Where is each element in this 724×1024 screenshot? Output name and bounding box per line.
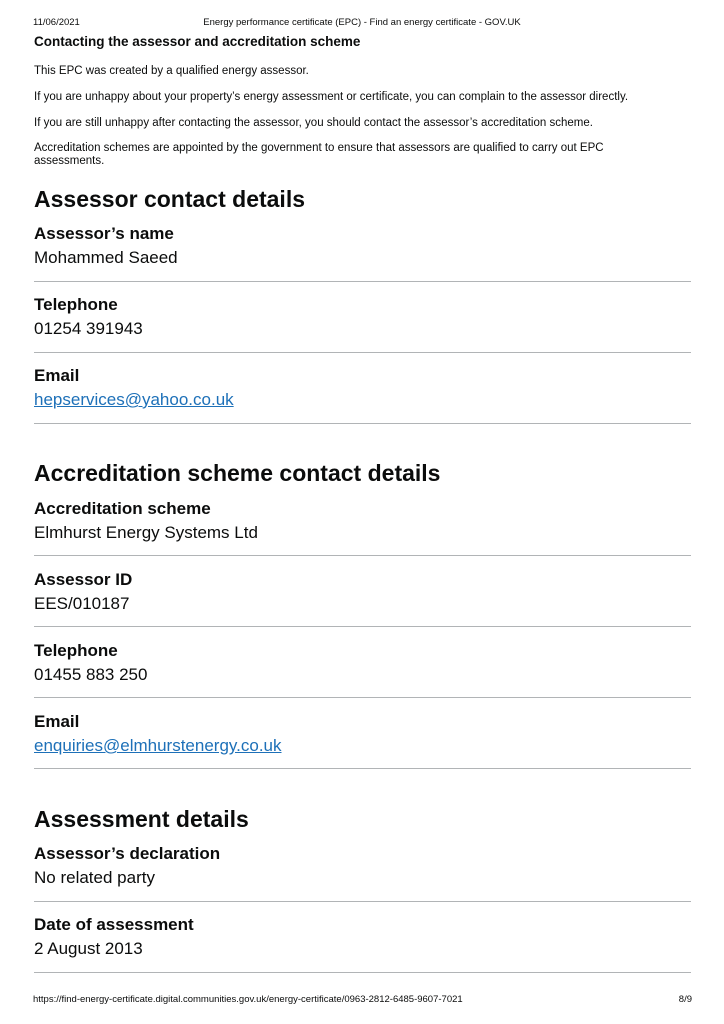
divider: [34, 768, 691, 769]
scheme-telephone-row: [34, 641, 691, 685]
assessor-id-value: EES/010187: [34, 594, 130, 613]
divider: [34, 352, 691, 353]
assessor-telephone-value: 01254 391943: [34, 319, 143, 338]
print-footer: [0, 994, 724, 1008]
assessment-date-value: 2 August 2013: [34, 939, 143, 958]
print-header: [0, 17, 724, 31]
declaration-label: Assessor’s declaration: [34, 844, 221, 863]
assessor-contact-heading: Assessor contact details: [34, 186, 306, 212]
accreditation-contact-heading: Accreditation scheme contact details: [34, 460, 441, 486]
assessment-date-row: [34, 915, 691, 959]
declaration-value: No related party: [34, 868, 155, 887]
intro-paragraph-3: If you are still unhappy after contacting the assessor, you should contact the assessor’s accreditation scheme.: [34, 117, 593, 129]
contacting-heading: Contacting the assessor and accreditation scheme: [34, 34, 361, 49]
accreditation-scheme-row: [34, 499, 691, 543]
intro-paragraph-4: Accreditation schemes are appointed by the government to ensure that assessors are qualified to carry out EPC assessments.: [34, 142, 604, 167]
assessor-telephone-label: Telephone: [34, 295, 118, 314]
assessor-email-label: Email: [34, 366, 80, 385]
assessor-name-row: [34, 224, 691, 268]
assessor-email-row: [34, 366, 691, 410]
print-date: 11/06/2021: [33, 17, 80, 28]
assessor-id-label: Assessor ID: [34, 570, 133, 589]
page-number: 8/9: [678, 994, 692, 1005]
declaration-row: [34, 844, 691, 888]
scheme-email-row: [34, 712, 691, 756]
assessor-name-label: Assessor’s name: [34, 224, 174, 243]
divider: [34, 423, 691, 424]
divider: [34, 972, 691, 973]
intro-paragraph-1: This EPC was created by a qualified energy assessor.: [34, 65, 309, 77]
divider: [34, 626, 691, 627]
assessor-telephone-row: [34, 295, 691, 339]
scheme-email-link[interactable]: enquiries@elmhurstenergy.co.uk: [34, 736, 282, 755]
divider: [34, 281, 691, 282]
print-page-title: Energy performance certificate (EPC) - Find an energy certificate - GOV.UK: [203, 17, 521, 28]
scheme-telephone-label: Telephone: [34, 641, 118, 660]
print-url: https://find-energy-certificate.digital.communities.gov.uk/energy-certificate/0963-2812-6485-9607-7021: [33, 994, 463, 1005]
assessment-date-label: Date of assessment: [34, 915, 194, 934]
divider: [34, 697, 691, 698]
scheme-telephone-value: 01455 883 250: [34, 665, 148, 684]
assessor-name-value: Mohammed Saeed: [34, 248, 178, 267]
assessor-id-row: [34, 570, 691, 614]
accreditation-scheme-value: Elmhurst Energy Systems Ltd: [34, 523, 258, 542]
intro-paragraph-2: If you are unhappy about your property’s energy assessment or certificate, you can complain to the assessor directly.: [34, 91, 629, 103]
assessor-email-link[interactable]: hepservices@yahoo.co.uk: [34, 390, 234, 409]
divider: [34, 901, 691, 902]
divider: [34, 555, 691, 556]
accreditation-scheme-label: Accreditation scheme: [34, 499, 211, 518]
assessment-details-heading: Assessment details: [34, 806, 249, 832]
scheme-email-label: Email: [34, 712, 80, 731]
